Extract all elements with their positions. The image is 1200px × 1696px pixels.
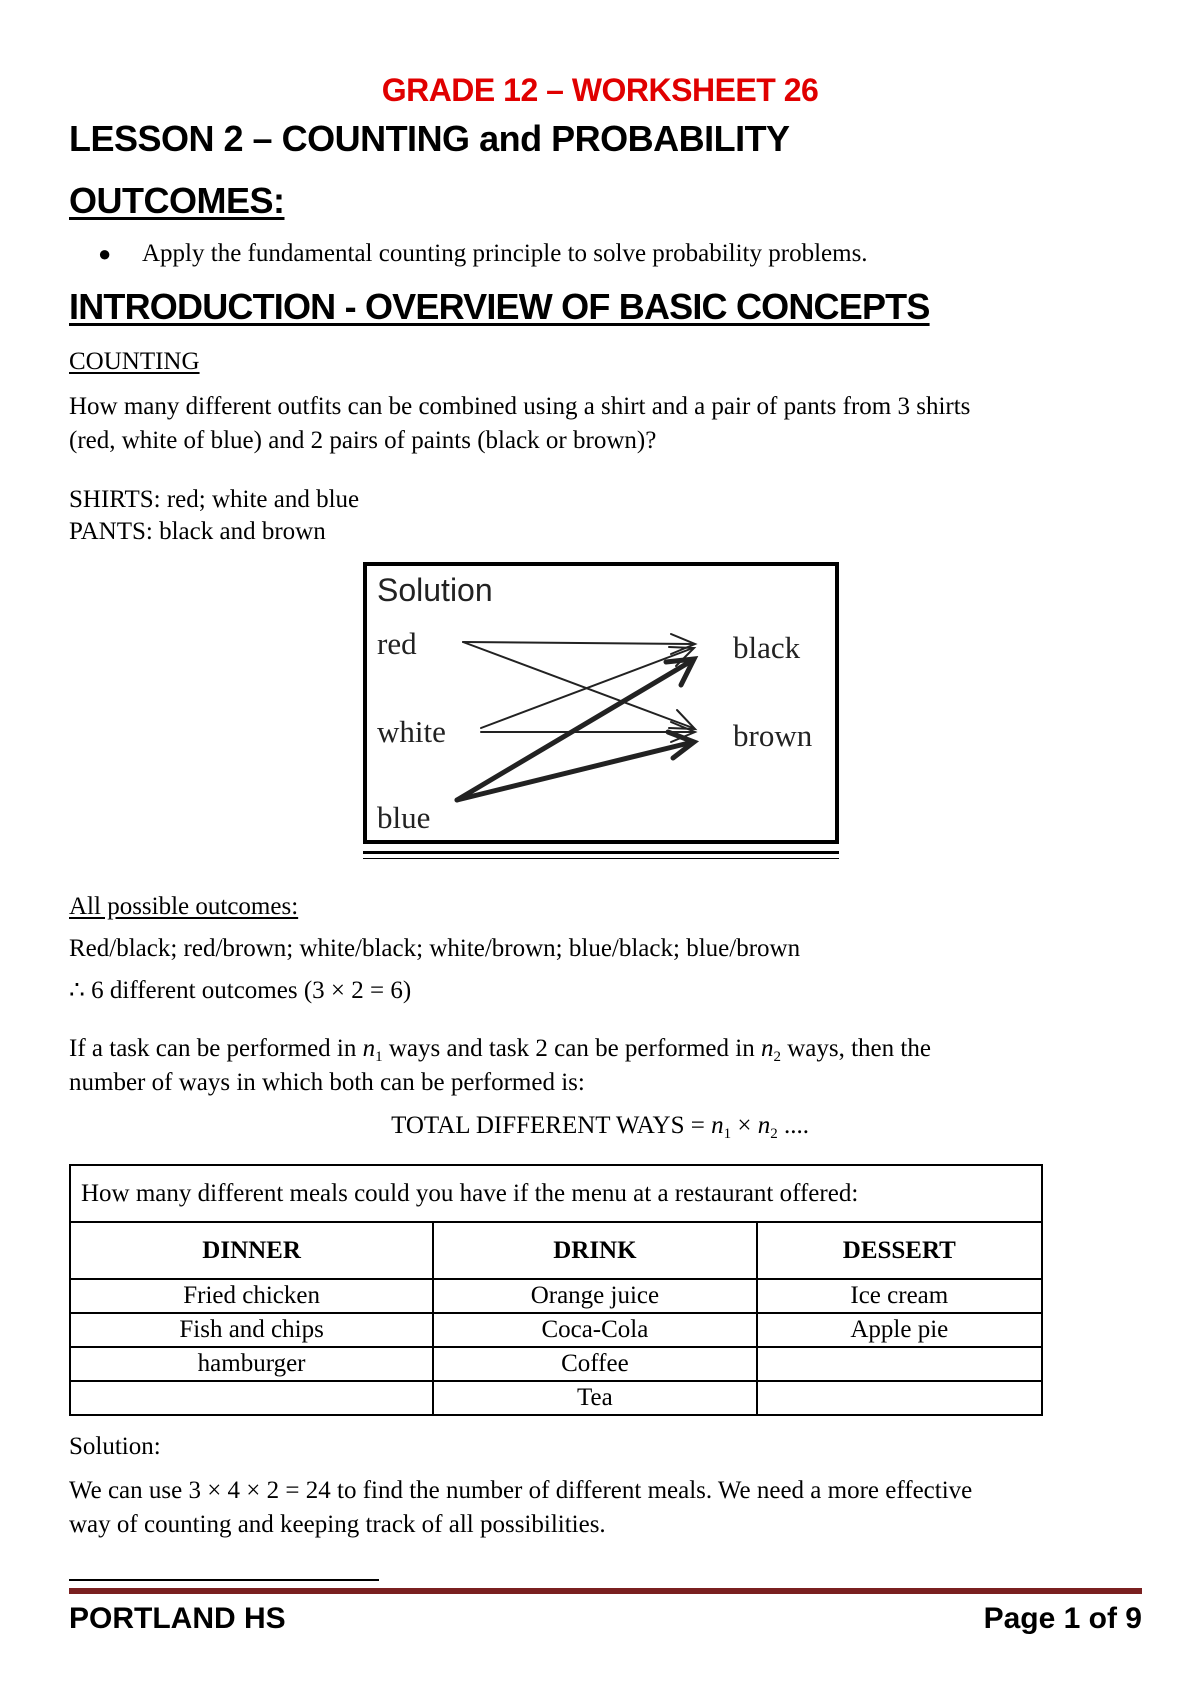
formula-n2-subscript: 2 <box>770 1126 778 1142</box>
outcome-item <box>98 240 868 268</box>
possible-outcomes-list: Red/black; red/brown; white/black; white/brown; blue/black; blue/brown <box>69 935 801 962</box>
outcomes-heading: OUTCOMES: <box>69 180 285 221</box>
possible-outcomes-label: All possible outcomes: <box>69 893 299 920</box>
introduction-heading: INTRODUCTION - OVERVIEW OF BASIC CONCEPTS <box>69 286 930 327</box>
table-cell <box>757 1381 1042 1415</box>
counting-rule-line-2: number of ways in which both can be performed is: <box>69 1069 585 1096</box>
therefore-line <box>69 974 411 1008</box>
arrow-blue-black <box>457 660 693 800</box>
outcome-text: Apply the fundamental counting principle to solve probability problems. <box>142 240 868 267</box>
therefore-text: 6 different outcomes (3 × 2 = 6) <box>91 977 412 1004</box>
n2-subscript: 2 <box>773 1049 781 1065</box>
shirt-label-white: white <box>377 714 446 749</box>
table-row <box>70 1313 1042 1347</box>
formula-n1-subscript: 1 <box>723 1126 732 1142</box>
worksheet-title: GRADE 12 – WORKSHEET 26 <box>381 72 819 108</box>
formula-n2: n <box>757 1112 771 1139</box>
table-row <box>70 1381 1042 1415</box>
footer-rule <box>69 1588 1142 1594</box>
pants-line: PANTS: black and brown <box>69 518 326 545</box>
table-cell: Fish and chips <box>70 1313 433 1347</box>
n1-subscript: 1 <box>375 1049 383 1065</box>
total-ways-formula <box>0 1112 1200 1143</box>
counting-heading: COUNTING <box>69 348 200 375</box>
formula-ellipsis: .... <box>777 1112 809 1139</box>
table-cell: Orange juice <box>433 1279 756 1313</box>
therefore-icon: ∴ <box>69 977 85 1004</box>
table-cell <box>757 1347 1042 1381</box>
table-row <box>70 1279 1042 1313</box>
table-cell: Coffee <box>433 1347 756 1381</box>
shirt-label-red: red <box>377 626 417 661</box>
bullet-icon: ● <box>98 241 112 266</box>
table-row <box>70 1347 1042 1381</box>
shirt-label-blue: blue <box>377 800 431 835</box>
solution-label: Solution: <box>69 1433 161 1460</box>
outfit-question-line-1: How many different outfits can be combined using a shirt and a pair of pants from 3 shirts <box>69 393 971 420</box>
diagram-arrows <box>363 562 839 844</box>
n1-symbol: n <box>362 1035 376 1062</box>
footer-short-rule <box>69 1579 379 1581</box>
lesson-title: LESSON 2 – COUNTING and PROBABILITY <box>69 118 790 159</box>
menu-question-row <box>70 1165 1042 1222</box>
formula-label: TOTAL DIFFERENT WAYS = <box>391 1112 712 1139</box>
outfit-diagram <box>363 562 845 862</box>
menu-table <box>69 1164 1043 1416</box>
formula-n1: n <box>711 1112 724 1139</box>
column-header-drink: DRINK <box>433 1222 756 1279</box>
pants-label-black: black <box>733 630 801 665</box>
table-cell: Tea <box>433 1381 756 1415</box>
footer-school: PORTLAND HS <box>69 1602 286 1635</box>
diagram-title: Solution <box>377 572 493 608</box>
n2-symbol: n <box>760 1035 774 1062</box>
table-cell: Ice cream <box>757 1279 1042 1313</box>
table-cell: Apple pie <box>757 1313 1042 1347</box>
arrow-red-black <box>463 642 693 644</box>
pants-label-brown: brown <box>733 718 813 753</box>
diagram-underline-thin <box>363 858 839 859</box>
menu-header-row <box>70 1222 1042 1279</box>
shirts-line: SHIRTS: red; white and blue <box>69 486 360 513</box>
rule-text-b: ways and task 2 can be performed in <box>382 1035 761 1062</box>
arrow-blue-brown <box>457 742 693 800</box>
rule-text-c: ways, then the <box>780 1035 931 1062</box>
column-header-dinner: DINNER <box>70 1222 433 1279</box>
solution-line-2: way of counting and keeping track of all possibilities. <box>69 1511 606 1538</box>
rule-text-a: If a task can be performed in <box>69 1035 363 1062</box>
table-cell: hamburger <box>70 1347 433 1381</box>
footer-page-number: Page 1 of 9 <box>983 1602 1142 1635</box>
table-cell: Coca-Cola <box>433 1313 756 1347</box>
column-header-dessert: DESSERT <box>757 1222 1042 1279</box>
arrow-red-brown <box>463 642 693 728</box>
outfit-question-line-2: (red, white of blue) and 2 pairs of paints (black or brown)? <box>69 427 657 454</box>
diagram-underline <box>363 851 839 854</box>
solution-line-1: We can use 3 × 4 × 2 = 24 to find the number of different meals. We need a more effective <box>69 1477 973 1504</box>
menu-question: How many different meals could you have if the menu at a restaurant offered: <box>70 1165 1042 1222</box>
formula-times: × <box>731 1112 758 1139</box>
table-cell <box>70 1381 433 1415</box>
table-cell: Fried chicken <box>70 1279 433 1313</box>
